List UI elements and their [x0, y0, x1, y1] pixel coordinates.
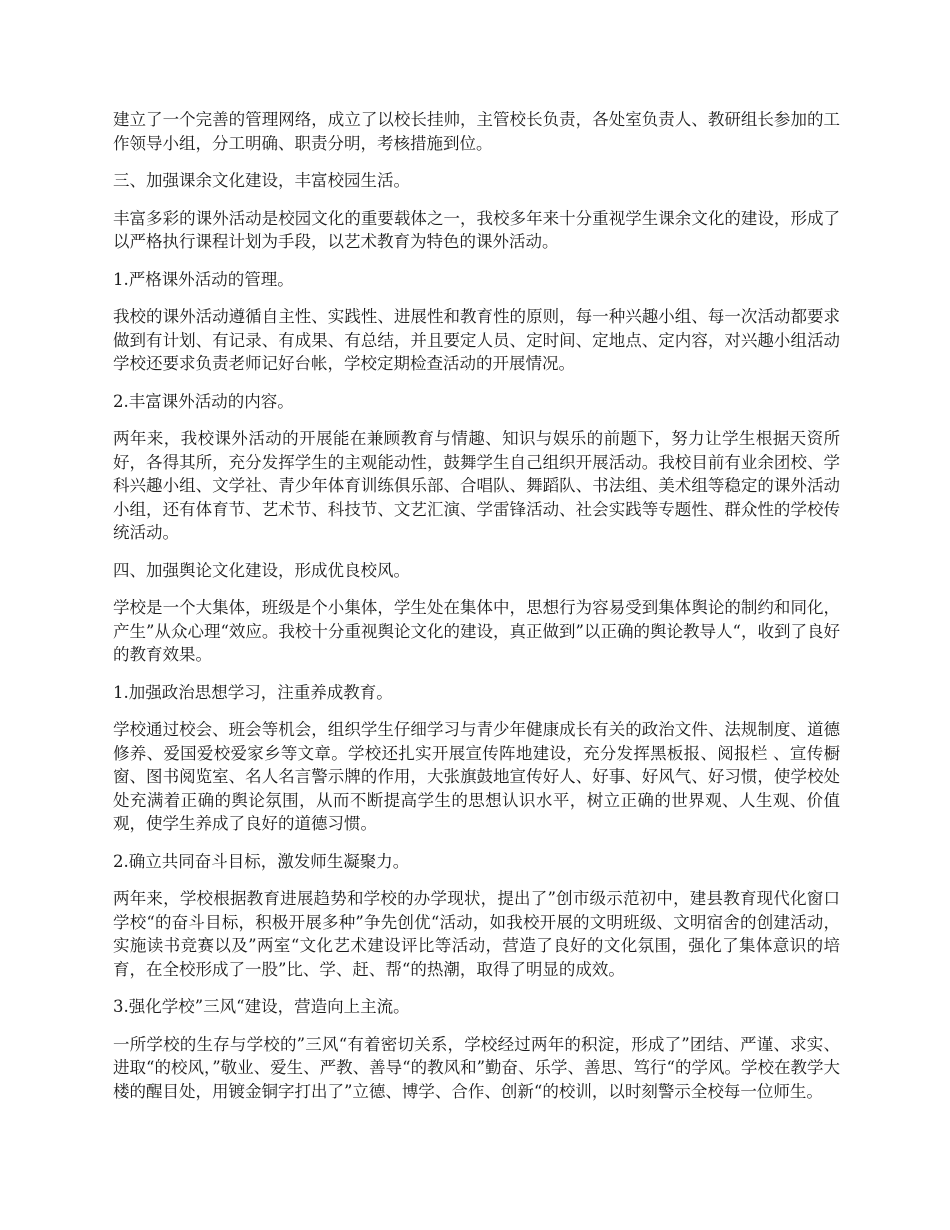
subheading-common-goal: 2.确立共同奋斗目标，激发师生凝聚力。 — [113, 851, 410, 871]
subheading-three-styles: 3.强化学校”三风“建设，营造向上主流。 — [113, 997, 410, 1016]
paragraph-study-activities: 学校通过校会、班会等机会，组织学生仔细学习与青少年健康成长有关的政治文件、法规制度、道德修养、爱国爱校爱家乡等文章。学校还扎实开展宣传阵地建设，充分发挥黑板报、阅报栏 、宣传橱窗、图书阅览室、名人名言警示牌的作用，大张旗鼓地宣传好人、好事、好风气、好习惯，使学校处处充满着正确的舆论氛围，从而不断提高学生的思想认识水平，树立正确的世界观、人生观、价值观，使学生养成了良好的道德习惯。 — [113, 720, 840, 833]
subheading-rich-content: 2.丰富课外活动的内容。 — [113, 391, 294, 411]
paragraph-management-network: 建立了一个完善的管理网络，成立了以校长挂帅，主管校长负责，各处室负责人、教研组长参加的工作领导小组，分工明确、职责分明，考核措施到位。 — [113, 110, 840, 153]
paragraph-public-opinion: 学校是一个大集体，班级是个小集体，学生处在集体中，思想行为容易受到集体舆论的制约和同化，产生”从众心理“效应。我校十分重视舆论文化的建设，真正做到”以正确的舆论教导人“，收到了良好的教育效果。 — [113, 598, 840, 664]
heading-section-four: 四、加强舆论文化建设，形成优良校风。 — [113, 560, 410, 580]
paragraph-extracurricular-intro: 丰富多彩的课外活动是校园文化的重要载体之一，我校多年来十分重视学生课余文化的建设，形成了以严格执行课程计划为手段，以艺术教育为特色的课外活动。 — [113, 208, 840, 251]
paragraph-goal-activities: 两年来，学校根据教育进展趋势和学校的办学现状，提出了”创市级示范初中，建县教育现代化窗口学校“的奋斗目标，积极开展多种”争先创优“活动，如我校开展的文明班级、文明宿舍的创建活动，实施读书竞赛以及”两室“文化艺术建设评比等活动，营造了良好的文化氛围，强化了集体意识的培育，在全校形成了一股”比、学、赶、帮“的热潮，取得了明显的成效。 — [113, 889, 840, 979]
heading-section-three: 三、加强课余文化建设，丰富校园生活。 — [113, 171, 410, 190]
paragraph-activity-groups: 两年来，我校课外活动的开展能在兼顾教育与情趣、知识与娱乐的前题下，努力让学生根据天资所好，各得其所，充分发挥学生的主观能动性，鼓舞学生自己组织开展活动。我校目前有业余团校、学科兴趣小组、文学社、青少年体育训练俱乐部、合唱队、舞蹈队、书法组、美术组等稳定的课外活动小组，还有体育节、艺术节、科技节、文艺汇演、学雷锋活动、社会实践等专题性、群众性的学校传统活动。 — [113, 429, 840, 542]
paragraph-activity-principles: 我校的课外活动遵循自主性、实践性、进展性和教育性的原则，每一种兴趣小组、每一次活动都要求做到有计划、有记录、有成果、有总结，并且要定人员、定时间、定地点、定内容，对兴趣小组活动学校还要求负责老师记好台帐，学校定期检查活动的开展情况。 — [113, 307, 840, 373]
subheading-strict-management: 1.严格课外活动的管理。 — [113, 269, 294, 289]
paragraph-three-styles: 一所学校的生存与学校的”三风“有着密切关系，学校经过两年的积淀，形成了”团结、严谨、求实、进取“的校风，”敬业、爱生、严教、善导“的教风和”勤奋、乐学、善思、笃行“的学风。学校在教学大楼的醒目处，用镀金铜字打出了”立德、博学、合作、创新“的校训，以时刻警示全校每一位师生。 — [113, 1034, 840, 1101]
document-body — [113, 108, 840, 1117]
subheading-political-study: 1.加强政治思想学习，注重养成教育。 — [113, 682, 393, 702]
